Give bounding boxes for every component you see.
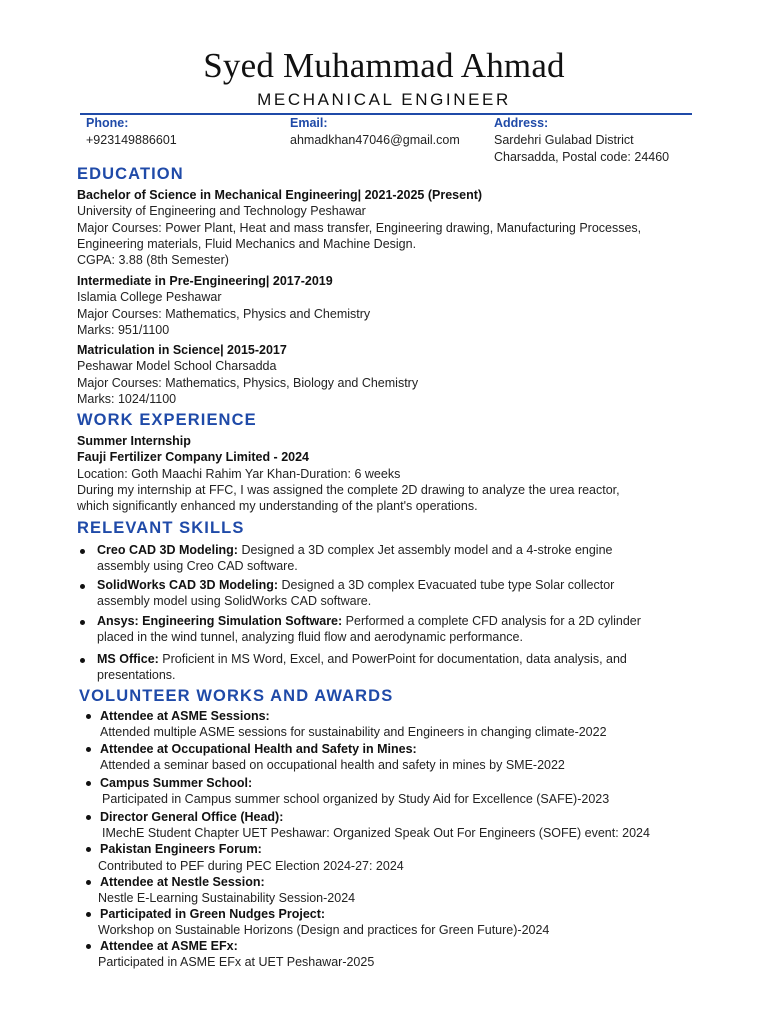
volunteer-title: Pakistan Engineers Forum: (100, 842, 262, 856)
skill-text-line2: placed in the wind tunnel, analyzing fluid flow and aerodynamic performance. (97, 630, 523, 645)
education-line: CGPA: 3.88 (8th Semester) (77, 253, 229, 268)
volunteer-desc: Participated in ASME EFx at UET Peshawar-2025 (98, 955, 375, 969)
volunteer-title: Attendee at ASME EFx: (100, 939, 238, 953)
education-line: University of Engineering and Technology Peshawar (77, 204, 366, 219)
contact-address (494, 115, 704, 166)
education-line: Peshawar Model School Charsadda (77, 359, 277, 374)
volunteer-desc: Nestle E-Learning Sustainability Session-2024 (98, 891, 356, 905)
bullet-icon (86, 912, 91, 917)
work-entry-ffc (77, 433, 697, 514)
bullet-icon (80, 658, 85, 663)
volunteer-desc: Participated in Campus summer school organized by Study Aid for Excellence (SAFE)-2023 (102, 792, 610, 806)
volunteer-desc: Contributed to PEF during PEC Election 2024-27: 2024 (98, 859, 404, 873)
bullet-icon (80, 620, 85, 625)
skill-label: Creo CAD 3D Modeling: (97, 543, 238, 557)
volunteer-title: Director General Office (Head): (100, 810, 284, 824)
skill-label: SolidWorks CAD 3D Modeling: (97, 578, 279, 592)
bullet-icon (86, 815, 91, 820)
volunteer-title: Attendee at Nestle Session: (100, 875, 265, 889)
bullet-icon (86, 747, 91, 752)
bullet-icon (86, 847, 91, 852)
volunteer-desc: Attended multiple ASME sessions for sustainability and Engineers in changing climate-2022 (100, 725, 607, 739)
email-label: Email: (290, 116, 328, 130)
bullet-icon (86, 714, 91, 719)
skill-text-line2: assembly model using SolidWorks CAD software. (97, 594, 372, 609)
work-entry-role: Summer Internship (77, 434, 191, 448)
bullet-icon (86, 781, 91, 786)
bullet-icon (80, 549, 85, 554)
education-line: Marks: 1024/1100 (77, 391, 177, 406)
address-line-1: Sardehri Gulabad District (494, 133, 634, 147)
phone-label: Phone: (86, 116, 129, 130)
contact-phone (86, 115, 276, 149)
skill-text: Performed a complete CFD analysis for a 2D cylinder (342, 614, 641, 628)
volunteer-title: Campus Summer School: (100, 776, 253, 790)
education-entry-heading: Bachelor of Science in Mechanical Engineering| 2021-2025 (Present) (77, 188, 483, 202)
volunteer-desc: Workshop on Sustainable Horizons (Design and practices for Green Future)-2024 (98, 923, 550, 937)
work-line: which significantly enhanced my understanding of the plant's operations. (77, 499, 478, 514)
education-line: Islamia College Peshawar (77, 290, 222, 305)
education-entry-heading: Matriculation in Science| 2015-2017 (77, 343, 287, 357)
education-line: Engineering materials, Fluid Mechanics and Machine Design. (77, 236, 417, 251)
skill-text-line2: assembly using Creo CAD software. (97, 559, 298, 574)
education-line: Major Courses: Power Plant, Heat and mass transfer, Engineering drawing, Manufacturing Processes, (77, 220, 642, 235)
education-entry-heading: Intermediate in Pre-Engineering| 2017-2019 (77, 274, 333, 288)
skill-label: Ansys: Engineering Simulation Software: (97, 614, 343, 628)
education-line: Major Courses: Mathematics, Physics, Biology and Chemistry (77, 375, 419, 390)
skill-text: Designed a 3D complex Evacuated tube type Solar collector (278, 578, 615, 592)
skill-text-line2: presentations. (97, 668, 176, 683)
volunteer-desc: IMechE Student Chapter UET Peshawar: Organized Speak Out For Engineers (SOFE) event: 2024 (102, 826, 650, 840)
volunteer-title: Attendee at Occupational Health and Safety in Mines: (100, 742, 417, 756)
education-line: Marks: 951/1100 (77, 322, 170, 337)
volunteer-title: Attendee at ASME Sessions: (100, 709, 270, 723)
work-experience-heading: WORK EXPERIENCE (77, 411, 257, 429)
address-label: Address: (494, 116, 549, 130)
phone-value: +923149886601 (86, 133, 177, 147)
contact-email (290, 115, 490, 149)
skill-label: MS Office: (97, 652, 159, 666)
candidate-name: Syed Muhammad Ahmad (203, 46, 565, 85)
bullet-icon (86, 880, 91, 885)
bullet-icon (80, 584, 85, 589)
education-entry-bsc (77, 187, 697, 268)
skills-heading: RELEVANT SKILLS (77, 519, 245, 537)
address-line-2: Charsadda, Postal code: 24460 (494, 150, 670, 164)
volunteer-title: Participated in Green Nudges Project: (100, 907, 326, 921)
education-heading: EDUCATION (77, 165, 184, 183)
work-entry-company: Fauji Fertilizer Company Limited - 2024 (77, 450, 310, 465)
bullet-icon (86, 944, 91, 949)
skill-text: Designed a 3D complex Jet assembly model and a 4-stroke engine (237, 543, 613, 557)
volunteer-desc: Attended a seminar based on occupational health and safety in mines by SME-2022 (100, 758, 565, 772)
work-line: Location: Goth Maachi Rahim Yar Khan-Duration: 6 weeks (77, 466, 401, 481)
volunteer-heading: VOLUNTEER WORKS AND AWARDS (79, 687, 394, 705)
education-line: Major Courses: Mathematics, Physics and Chemistry (77, 306, 371, 321)
education-entry-matric (77, 342, 697, 407)
email-value: ahmadkhan47046@gmail.com (290, 133, 460, 147)
job-title: MECHANICAL ENGINEER (257, 90, 511, 109)
skill-text: Proficient in MS Word, Excel, and PowerPoint for documentation, data analysis, and (158, 652, 627, 666)
education-entry-intermediate (77, 273, 697, 338)
work-line: During my internship at FFC, I was assigned the complete 2D drawing to analyze the urea reactor, (77, 482, 620, 497)
